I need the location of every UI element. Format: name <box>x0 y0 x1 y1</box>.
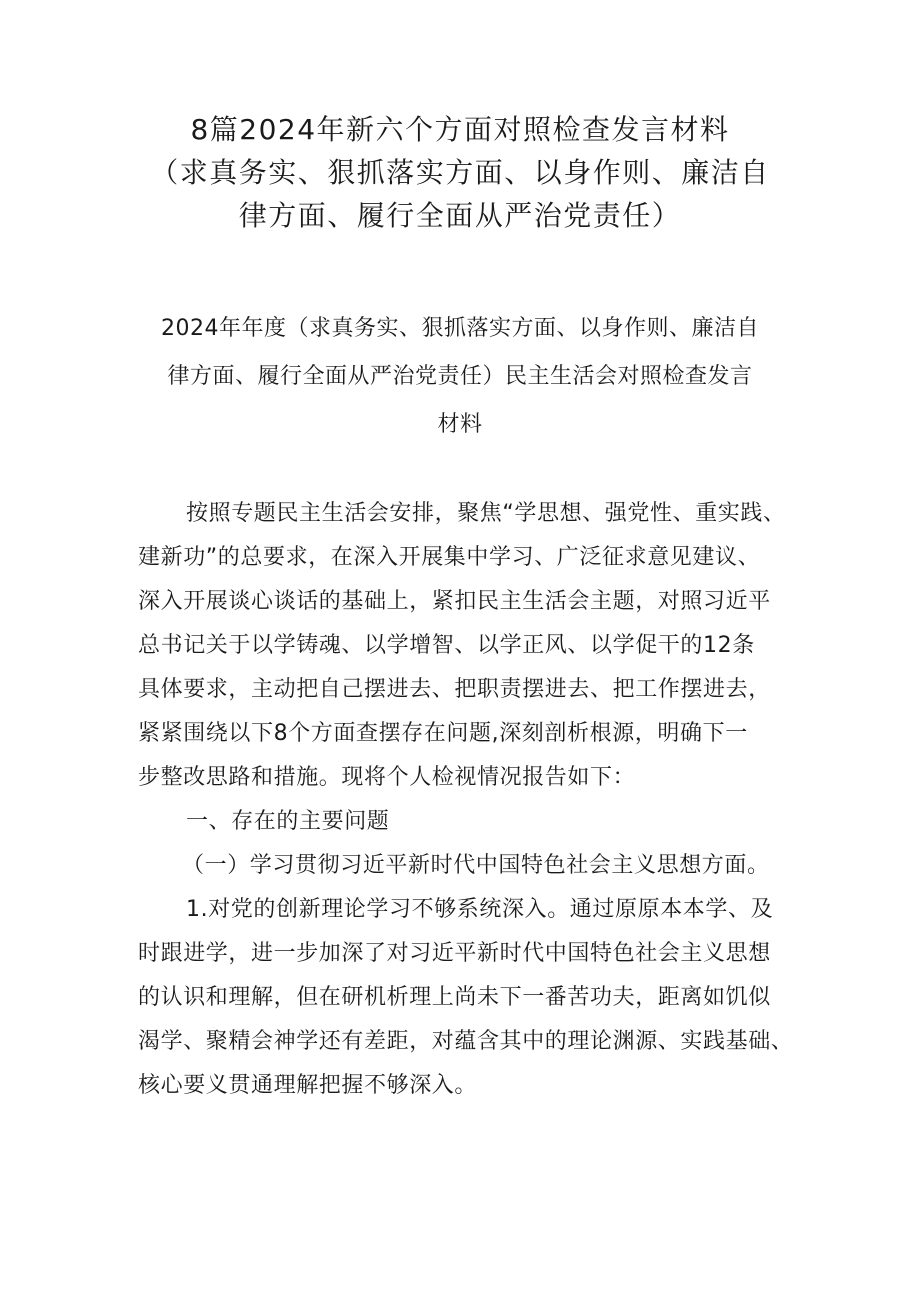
subtitle-line: 2024年年度（求真务实、狠抓落实方面、以身作则、廉洁自 <box>161 316 759 341</box>
title-line: （求真务实、狠抓落实方面、以身作则、廉洁自 <box>150 156 770 189</box>
paragraph-line: 按照专题民主生活会安排，聚焦“学思想、强党性、重实践、 <box>186 501 786 526</box>
title-line: 8篇2024年新六个方面对照检查发言材料 <box>190 113 730 146</box>
document-body <box>138 492 798 1108</box>
paragraph-line: 1.对党的创新理论学习不够系统深入。通过原原本本学、及 <box>186 897 774 922</box>
paragraph-line: 核心要义贯通理解把握不够深入。 <box>138 1073 478 1098</box>
paragraph-line: 渴学、聚精会神学还有差距，对蕴含其中的理论渊源、实践基础、 <box>138 1029 794 1054</box>
paragraph-line: 具体要求，主动把自己摆进去、把职责摆进去、把工作摆进去， <box>138 677 771 702</box>
title-line: 律方面、履行全面从严治党责任） <box>238 199 682 232</box>
paragraph-line: 建新功”的总要求，在深入开展集中学习、广泛征求意见建议、 <box>138 545 761 570</box>
paragraph-line: 紧紧围绕以下8个方面查摆存在问题,深刻剖析根源，明确下一 <box>138 721 748 746</box>
document-subtitle <box>0 305 920 449</box>
paragraph-line: 的认识和理解，但在研机析理上尚未下一番苦功夫，距离如饥似 <box>138 985 771 1010</box>
paragraph-line: 深入开展谈心谈话的基础上，紧扣民主生活会主题，对照习近平 <box>138 589 771 614</box>
paragraph-line: 步整改思路和措施。现将个人检视情况报告如下： <box>138 765 636 790</box>
subsection-heading: （一）学习贯彻习近平新时代中国特色社会主义思想方面。 <box>182 853 770 878</box>
subtitle-line: 材料 <box>437 412 483 437</box>
paragraph-line: 时跟进学，进一步加深了对习近平新时代中国特色社会主义思想 <box>138 941 771 966</box>
section-heading: 一、存在的主要问题 <box>186 809 390 834</box>
document-title <box>0 108 920 237</box>
subtitle-line: 律方面、履行全面从严治党责任）民主生活会对照检查发言 <box>167 364 753 389</box>
paragraph-line: 总书记关于以学铸魂、以学增智、以学正风、以学促干的12条 <box>138 633 755 658</box>
